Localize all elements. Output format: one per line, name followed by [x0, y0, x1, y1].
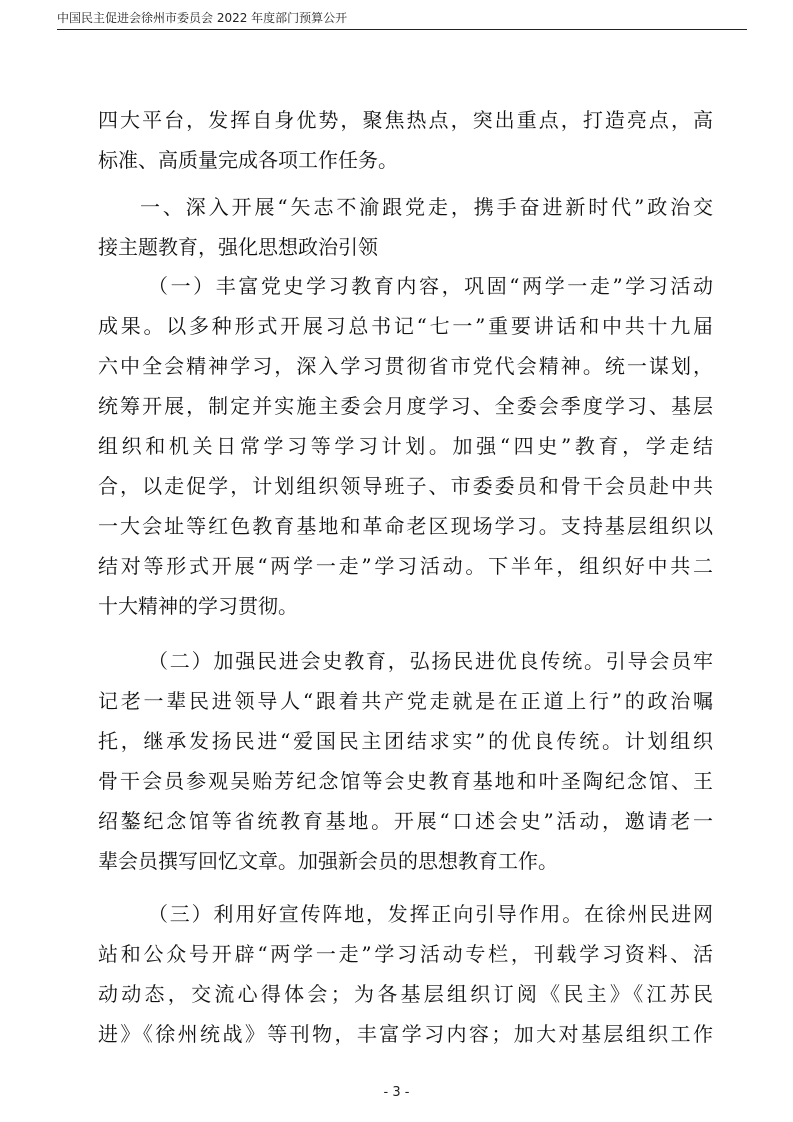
body-line: 十大精神的学习贯彻。	[98, 594, 298, 618]
header-title: 中国民主促进会徐州市委员会 2022 年度部门预算公开	[57, 11, 348, 25]
section-heading-line: 接主题教育，强化思想政治引领	[98, 235, 378, 259]
body-line: 动动态，交流心得体会；为各基层组织订阅《民主》《江苏民	[98, 982, 713, 1006]
body-line: （一）丰富党史学习教育内容，巩固“两学一走”学习活动	[148, 274, 713, 298]
body-line: 结对等形式开展“两学一走”学习活动。下半年，组织好中共二	[98, 554, 713, 578]
body-line: 站和公众号开辟“两学一走”学习活动专栏，刊载学习资料、活	[98, 942, 713, 966]
section-heading-line: 一、深入开展“矢志不渝跟党走，携手奋进新时代”政治交	[140, 195, 713, 219]
body-line: （三）利用好宣传阵地，发挥正向引导作用。在徐州民进网	[148, 902, 713, 926]
body-line: 记老一辈民进领导人“跟着共产党走就是在正道上行”的政治嘱	[98, 689, 713, 713]
body-line: 辈会员撰写回忆文章。加强新会员的思想教育工作。	[98, 849, 558, 873]
body-line: 标准、高质量完成各项工作任务。	[98, 148, 398, 172]
body-line: 合，以走促学，计划组织领导班子、市委委员和骨干会员赴中共	[98, 474, 713, 498]
page-number: - 3 -	[383, 1085, 410, 1100]
body-line: 绍鏊纪念馆等省统教育基地。开展“口述会史”活动，邀请老一	[98, 809, 713, 833]
body-line: 六中全会精神学习，深入学习贯彻省市党代会精神。统一谋划，	[98, 354, 713, 378]
page-header	[57, 8, 747, 30]
body-line: 成果。以多种形式开展习总书记“七一”重要讲话和中共十九届	[98, 314, 713, 338]
body-line: 组织和机关日常学习等学习计划。加强“四史”教育，学走结	[98, 434, 713, 458]
body-line: （二）加强民进会史教育，弘扬民进优良传统。引导会员牢	[148, 649, 713, 673]
body-line: 托，继承发扬民进“爱国民主团结求实”的优良传统。计划组织	[98, 729, 713, 753]
body-line: 四大平台，发挥自身优势，聚焦热点，突出重点，打造亮点，高	[98, 108, 713, 132]
body-line: 进》《徐州统战》等刊物，丰富学习内容；加大对基层组织工作	[98, 1022, 713, 1046]
body-line: 统筹开展，制定并实施主委会月度学习、全委会季度学习、基层	[98, 394, 713, 418]
body-line: 骨干会员参观吴贻芳纪念馆等会史教育基地和叶圣陶纪念馆、王	[98, 769, 713, 793]
body-line: 一大会址等红色教育基地和革命老区现场学习。支持基层组织以	[98, 514, 713, 538]
